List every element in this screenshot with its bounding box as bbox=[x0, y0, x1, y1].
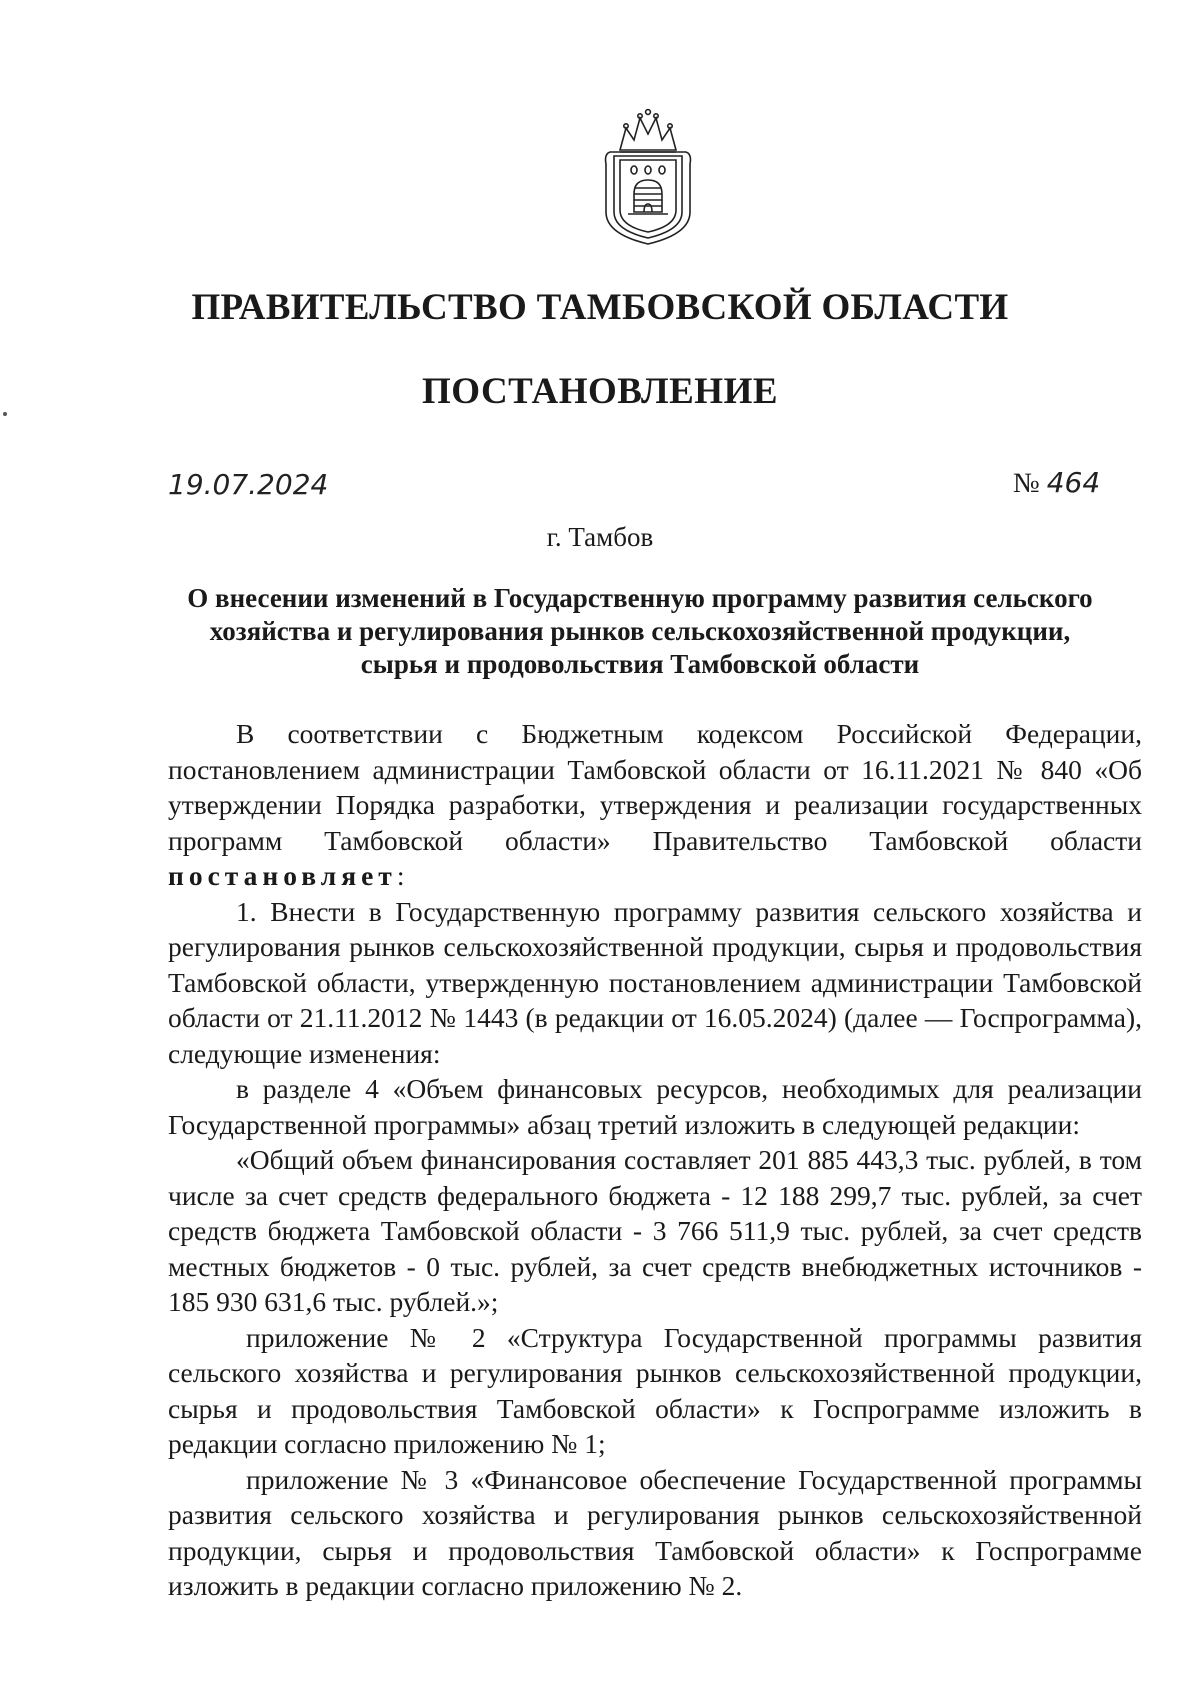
document-city: г. Тамбов bbox=[546, 522, 654, 552]
preamble-text: В соответствии с Бюджетным кодексом Российской Федерации, постановлением администрации Тамбовской области от 16.11.2021 № 840 «Об утверждении Порядка разработки, утверждения и реализации государственных программ Тамбовской области» Правительство Тамбовской области bbox=[168, 718, 1142, 856]
document-date: 19.07.2024 bbox=[168, 468, 329, 501]
tambov-coat-of-arms-icon bbox=[600, 108, 696, 248]
resolves-word: постановляет bbox=[168, 860, 397, 891]
subject-line: хозяйства и регулирования рынков сельскохозяйственной продукции, bbox=[209, 616, 1071, 646]
subject-line: сырья и продовольствия Тамбовской области bbox=[360, 649, 920, 679]
body-paragraph: приложение № 3 «Финансовое обеспечение Государственной программы развития сельского хозяйства и регулирования рынков сельскохозяйственной продукции, сырья и продовольствия Тамбовской области» к Госпрограмме изложить в редакции согласно приложению № 2. bbox=[168, 1463, 1142, 1601]
body-paragraph: 1. Внести в Государственную программу развития сельского хозяйства и регулирования рынков сельскохозяйственной продукции, сырья и продовольствия Тамбовской области, утвержденную постановлением администрации Тамбовской области от 21.11.2012 № 1443 (в редакции от 16.05.2024) (далее — Госпрограмма), следующие изменения: bbox=[168, 895, 1142, 1069]
body-paragraph: приложение № 2 «Структура Государственной программы развития сельского хозяйства и регулирования рынков сельскохозяйственной продукции, сырья и продовольствия Тамбовской области» к Госпрограмме изложить в редакции согласно приложению № 1; bbox=[168, 1321, 1142, 1459]
document-number bbox=[1013, 466, 1100, 500]
subject-line: О внесении изменений в Государственную программу развития сельского bbox=[187, 583, 1093, 613]
resolves-colon: : bbox=[396, 860, 405, 891]
organization-title: ПРАВИТЕЛЬСТВО ТАМБОВСКОЙ ОБЛАСТИ bbox=[191, 287, 1009, 328]
body-paragraph: «Общий объем финансирования составляет 201 885 443,3 тыс. рублей, в том числе за счет средств федерального бюджета - 12 188 299,7 тыс. рублей, за счет средств бюджета Тамбовской области - 3 766 511,9 тыс. рублей, за счет средств местных бюджетов - 0 тыс. рублей, за счет средств внебюджетных источников - 185 930 631,6 тыс. рублей.»; bbox=[168, 1144, 1142, 1317]
number-value: 464 bbox=[1046, 466, 1101, 499]
document-type-title: ПОСТАНОВЛЕНИЕ bbox=[421, 371, 779, 412]
number-label: № bbox=[1013, 468, 1040, 499]
body-paragraph: в разделе 4 «Объем финансовых ресурсов, необходимых для реализации Государственной программы» абзац третий изложить в следующей редакции: bbox=[168, 1073, 1142, 1140]
body-paragraph-preamble bbox=[168, 716, 1142, 894]
document-subject bbox=[160, 582, 1120, 681]
document-body bbox=[168, 716, 1142, 1604]
